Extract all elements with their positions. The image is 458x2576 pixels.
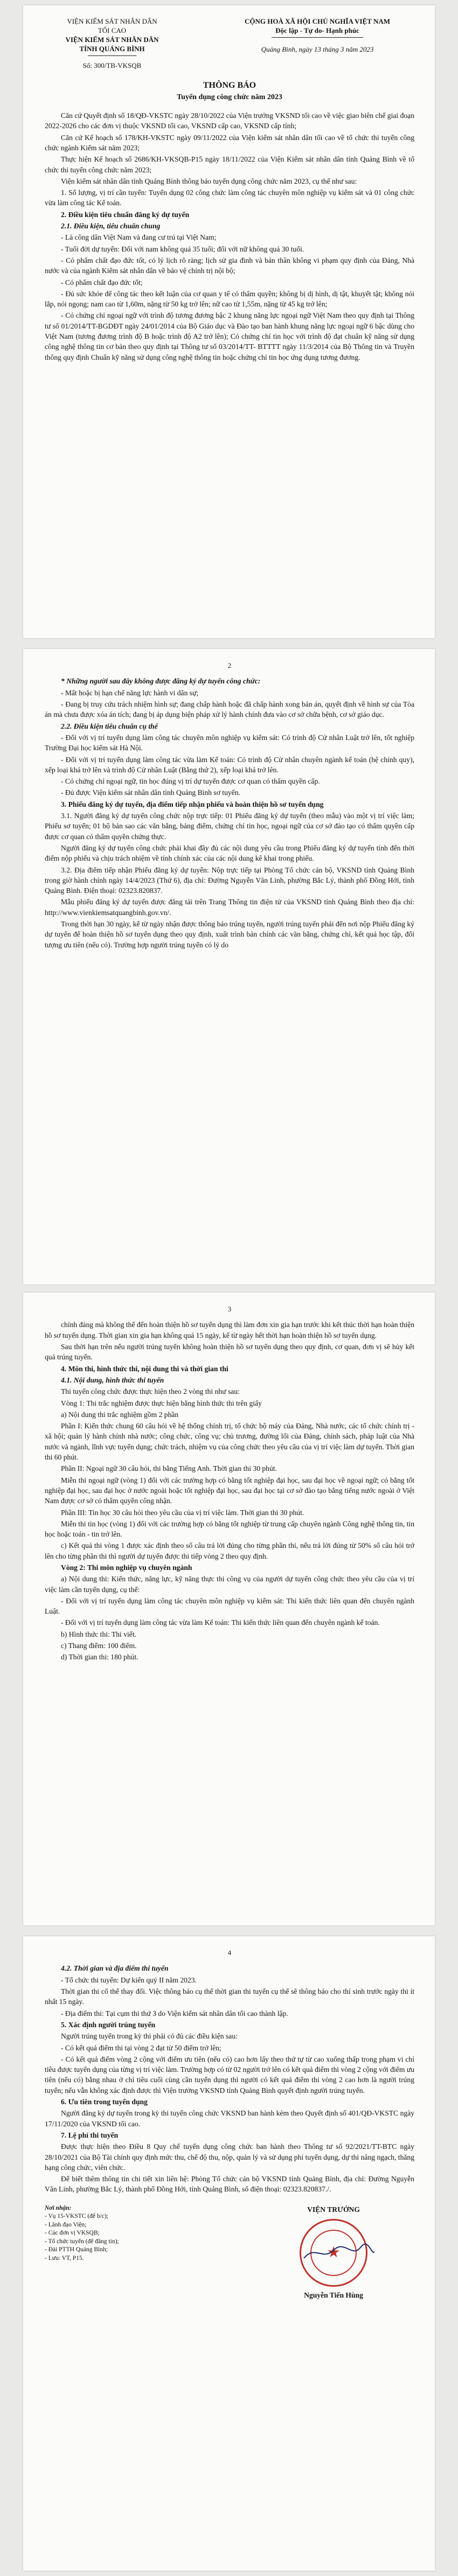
paragraph: chính đáng mà không thể đến hoàn thiện hồ sơ tuyển dụng thì làm đơn xin gia hạn trước khi kết thúc thời hạn hoàn thiện hồ sơ tuyển dụng. Thời gian xin gia hạn không quá 15 ngày, kể từ ngày hết thời hạn hoàn thiện hồ sơ tuyển dụng. (45, 1321, 414, 1339)
nation-block (220, 17, 414, 70)
paragraph: b) Hình thức thi: Thi viết. (61, 1630, 137, 1638)
paragraph: Miễn thi tin học (vòng 1) đối với các trường hợp có bằng tốt nghiệp từ trung cấp chuyên ngành Công nghệ thông tin, tin học hoặc toán - tin trở lên. (45, 1519, 414, 1539)
signer-position: VIỆN TRƯỞNG (307, 2205, 360, 2214)
paragraph: - Có kết quả điểm thi tại vòng 2 đạt từ 50 điểm trở lên; (61, 2043, 221, 2052)
paragraph: c) Thang điểm: 100 điểm. (61, 1642, 137, 1650)
paragraph: - Đối với vị trí tuyển dụng làm công tác chuyên môn nghiệp vụ kiểm sát: Có trình độ Cử nhân Luật trở lên, tốt nghiệp Trường Đại học kiểm sát Hà Nội. (45, 733, 414, 752)
motto-line: Độc lập - Tự do- Hạnh phúc (275, 26, 359, 34)
signer-block (253, 2204, 414, 2301)
place-date: Quảng Bình, ngày 13 tháng 3 năm 2023 (261, 45, 374, 53)
recipient-item: - Các đơn vị VKSQB; (45, 2230, 100, 2237)
doc-subtitle: Tuyển dụng công chức năm 2023 (177, 93, 282, 102)
agency-parent-line-1: VIỆN KIỂM SÁT NHÂN DÂN (67, 17, 157, 25)
paragraph: - Có chứng chỉ ngoại ngữ, tin học đúng vị trí dự tuyển được cơ quan có thẩm quyền cấp. (61, 777, 320, 786)
paragraph: Phần III: Tin học 30 câu hỏi theo yêu cầu của vị trí việc làm. Thời gian thi 30 phút. (61, 1508, 304, 1517)
subsection-heading: 2.1. Điều kiện, tiêu chuẩn chung (61, 222, 161, 231)
paragraph: - Đủ được Viện kiểm sát nhân dân tỉnh Quảng Bình sơ tuyển. (61, 788, 240, 797)
seal-star-icon: ★ (310, 2230, 357, 2276)
paragraph: Phần II: Ngoại ngữ 30 câu hỏi, thi bằng Tiếng Anh. Thời gian thi 30 phút. (61, 1464, 277, 1473)
recipient-item: - Lưu: VT, P15. (45, 2254, 84, 2261)
paragraph: Mẫu phiếu đăng ký dự tuyển được đăng tải trên Trang Thông tin điện tử của VKSND tỉnh Quảng Bình theo địa chỉ: http://www.vienkiemsatquangbinh.gov.vn/. (45, 898, 414, 917)
paragraph: a) Nội dung thi trắc nghiệm gồm 2 phần (61, 1410, 179, 1419)
section-heading: 3. Phiếu đăng ký dự tuyển, địa điểm tiếp nhận phiếu và hoàn thiện hồ sơ tuyển dụng (61, 800, 324, 808)
paragraph: 1. Số lượng, vị trí cần tuyển: Tuyển dụng 02 công chức làm công tác chuyên môn nghiệp vụ kiểm sát và 01 công chức vừa làm công tác Kế toán. (45, 189, 414, 207)
document-page-2 (23, 649, 435, 1284)
recipient-item: - Vụ 15-VKSTC (để b/c); (45, 2213, 108, 2220)
doc-number: Số: 300/TB-VKSQB (82, 61, 142, 69)
nation-line: CỘNG HOÀ XÃ HỘI CHỦ NGHĨA VIỆT NAM (244, 17, 391, 25)
paragraph: Vòng 1: Thi trắc nghiệm được thực hiện bằng hình thức thi trên giấy (61, 1399, 262, 1407)
page-number: 2 (227, 661, 232, 669)
paragraph: - Là công dân Việt Nam và đang cư trú tại Việt Nam; (61, 233, 217, 242)
recipients-label: Nơi nhận: (45, 2204, 72, 2211)
doc-title: THÔNG BÁO (203, 81, 256, 90)
signer-name: Nguyễn Tiến Hùng (304, 2291, 363, 2299)
paragraph: c) Kết quả thi vòng 1 được xác định theo số câu trả lời đúng cho từng phần thi, nếu trả lời đúng từ 50% số câu hỏi trở lên cho từng phần thi thì người dự tuyển được thi tiếp vòng 2 theo quy định. (45, 1541, 414, 1560)
paragraph: Căn cứ Quyết định số 18/QĐ-VKSTC ngày 28/10/2022 của Viện trưởng VKSND tối cao về việc giao biên chế giai đoạn 2022-2026 cho các đơn vị thuộc VKSND tối cao, VKSND cấp cao, VKSND cấp tỉnh; (45, 111, 414, 130)
paragraph: Trong thời hạn 30 ngày, kể từ ngày nhận được thông báo trúng tuyển, người trúng tuyển phải đến nơi nộp Phiếu đăng ký dự tuyển để hoàn thiện hồ sơ tuyển dụng theo quy định, xuất trình bản chính các văn bằng, chứng chỉ, kết quả học tập, đối tượng ưu tiên (nếu có). Trường hợp người trúng tuyển có lý do (45, 919, 414, 949)
agency-line-1: VIỆN KIỂM SÁT NHÂN DÂN (65, 35, 159, 44)
motto-divider (272, 37, 363, 38)
paragraph: Thực hiện Kế hoạch số 2686/KH-VKSQB-P15 ngày 18/11/2022 của Viện Kiểm sát nhân dân tỉnh Quảng Bình về tổ chức thi tuyển công chức năm 2023; (45, 155, 414, 174)
paragraph: - Đối với vị trí tuyển dụng làm công tác vừa làm Kế toán: Có trình độ Cử nhân chuyên ngành kế toán (hệ chính quy), xếp loại khá trở lên và trình độ Cử nhân Luật (Bằng thứ 2), xếp loại khá trở lên. (45, 755, 414, 774)
section-heading: 4. Môn thi, hình thức thi, nội dung thi và thời gian thi (61, 1364, 228, 1373)
paragraph: Người trúng tuyển trong kỳ thi phải có đủ các điều kiện sau: (61, 2032, 238, 2041)
subsection-heading: 2.2. Điều kiện tiêu chuẩn cụ thể (61, 722, 158, 730)
subsection-heading: 4.1. Nội dung, hình thức thi tuyển (61, 1376, 164, 1384)
page-number: 4 (227, 1949, 232, 1957)
agency-parent-line-2: TỐI CAO (98, 26, 127, 34)
paragraph: 3.1. Người đăng ký dự tuyển công chức nộp trực tiếp: 01 Phiếu đăng ký dự tuyển (theo mẫu) vào một vị trí việc làm; Phiếu sơ tuyển; 01 bộ bản sao các văn bằng, bảng điểm, chứng chỉ tin học, ngoại ngữ của cơ sở đào tạo có thẩm quyền cấp được cơ quan có thẩm quyền chứng thực. (45, 812, 414, 841)
recipient-item: - Đài PTTH Quảng Bình; (45, 2246, 108, 2253)
recipients-block (45, 2204, 179, 2301)
paragraph: - Mất hoặc bị hạn chế năng lực hành vi dân sự; (61, 688, 199, 697)
agency-divider (88, 55, 136, 56)
paragraph: Thời gian thi cố thể thay đổi. Việc thông báo cụ thể thời gian thi tuyển cụ thể sẽ thông báo cho thí sinh trước ngày thi ít nhất 15 ngày. (45, 1987, 414, 2006)
signature-area (45, 2204, 414, 2301)
recipient-item: - Tổ chức tuyển (để đăng tin); (45, 2238, 119, 2245)
document-page-1 (23, 5, 435, 638)
paragraph: Căn cứ Kế hoạch số 178/KH-VKSTC ngày 09/11/2022 của Viện kiểm sát nhân dân tối cao về tổ chức thi tuyển công chức ngành Kiểm sát năm 2023; (45, 133, 414, 152)
paragraph: - Có phẩm chất đạo đức tốt, có lý lịch rõ ràng; lịch sử gia đình và bản thân không vi phạm quy định của Đảng, Nhà nước và của ngành Kiểm sát nhân dân về bảo vệ chính trị nội bộ; (45, 256, 414, 275)
document-header (45, 17, 414, 70)
paragraph: - Có chứng chỉ ngoại ngữ với trình độ tương đương bậc 2 khung năng lực ngoại ngữ Việt Nam theo quy định tại Thông tư số 01/2014/TT-BGDĐT ngày 24/01/2014 của Bộ Giáo dục và Đào tạo ban hành khung năng lực ngoại ngữ 6 bậc dùng cho Việt Nam (tương đương trình độ B hoặc trình độ A2 trở lên); Có chứng chỉ tin học với trình độ đạt chuẩn kỹ năng sử dụng công nghệ thông tin cơ bản theo quy định tại Thông tư số 03/2014/TT- BTTTT ngày 11/3/2014 của Bộ Thông tin và Truyền thông quy định Chuẩn kỹ năng sử dụng công nghệ thông tin hoặc chứng chỉ tin học ứng dụng tương đương. (45, 311, 414, 361)
paragraph: - Đang bị truy cứu trách nhiệm hình sự; đang chấp hành hoặc đã chấp hành xong bản án, quyết định về hình sự của Tòa án mà chưa được xóa án tích; đang bị áp dụng biện pháp xử lý hành chính đưa vào cơ sở chữa bệnh, cơ sở giáo dục. (45, 700, 414, 719)
paragraph: - Tuổi đời dự tuyển: Đối với nam không quá 35 tuổi; đối với nữ không quá 30 tuổi. (61, 245, 304, 253)
paragraph: Được thực hiện theo Điều 8 Quy chế tuyển dụng công chức ban hành theo Thông tư số 92/2021/TT-BTC ngày 28/10/2021 của Bộ Tài chính quy định mức thu, chế độ thu, nộp, quản lý và sử dụng phí tuyển dụng, dự thi nâng ngạch, thăng hạng công chức, viên chức. (45, 2142, 414, 2172)
paragraph: d) Thời gian thi: 180 phút. (61, 1653, 138, 1662)
recipient-item: - Lãnh đạo Viện; (45, 2221, 87, 2228)
paragraph: Vòng 2: Thi môn nghiệp vụ chuyên ngành (61, 1563, 192, 1572)
paragraph: - Có phẩm chất đạo đức tốt; (61, 278, 143, 287)
paragraph: Người đăng ký dự tuyển công chức phải khai đầy đủ các nội dung yêu cầu trong Phiếu đăng ký dự tuyển tính đến thời điểm nộp phiếu và chịu trách nhiệm về tính chính xác của các nội dung kê khai trong phiếu. (45, 843, 414, 863)
section-heading: 5. Xác định người trúng tuyển (61, 2020, 156, 2029)
paragraph: - Địa điểm thi: Tại cụm thi thứ 3 do Viện kiểm sát nhân dân tối cao thành lập. (61, 2009, 288, 2017)
paragraph: - Có kết quả điểm vòng 2 cộng với điểm ưu tiên (nếu có) cao hơn lấy theo thứ tự từ cao xuống thấp trong phạm vi chỉ tiêu được tuyển dụng của từng vị trí việc làm. Trường hợp có từ 02 người trở lên có kết quả điểm thi vòng 2 cộng với điểm ưu tiên (nếu có) bằng nhau ở chỉ tiêu cuối cùng cần tuyển dụng thì người có kết quả điểm thi vòng 2 cao hơn là người trúng tuyển; nếu vẫn không xác định được thì Viện trưởng VKSND tỉnh Quảng Bình quyết định người trúng tuyển. (45, 2055, 414, 2095)
paragraph: Viện kiểm sát nhân dân tỉnh Quảng Bình thông báo tuyển dụng công chức năm 2023, cụ thể như sau: (61, 177, 357, 185)
paragraph: Để biết thêm thông tin chi tiết xin liên hệ: Phòng Tổ chức cán bộ VKSND tỉnh Quảng Bình, địa chỉ: Đường Nguyễn Văn Linh, phường Bắc Lý, thành phố Đồng Hới, tỉnh Quảng Bình, số điện thoại: 02323.820837./. (45, 2175, 414, 2194)
handwritten-signature (301, 2242, 377, 2264)
paragraph: Thi tuyển công chức được thực hiện theo 2 vòng thi như sau: (61, 1387, 240, 1396)
document-page-4 (23, 1936, 435, 2571)
paragraph: * Những người sau đây không được đăng ký dự tuyển công chức: (61, 677, 261, 686)
document-page-3 (23, 1293, 435, 1925)
agency-line-2: TỈNH QUẢNG BÌNH (79, 44, 145, 53)
agency-block (45, 17, 179, 70)
paragraph: Miễn thi ngoại ngữ (vòng 1) đối với các trường hợp có bằng tốt nghiệp đại học, sau đại học về ngoại ngữ; có bằng tốt nghiệp đại học, sau đại học ở nước ngoài hoặc tốt nghiệp đại học, sau đại học tại cơ sở đào tạo bằng tiếng nước ngoài ở Việt Nam được cơ sở có thẩm quyền công nhận. (45, 1476, 414, 1505)
section-heading: 2. Điều kiện tiêu chuẩn đăng ký dự tuyển (61, 210, 190, 219)
paragraph: - Tổ chức thi tuyển: Dự kiến quý II năm 2023. (61, 1975, 197, 1984)
paragraph: 3.2. Địa điểm tiếp nhận Phiếu đăng ký dự tuyển: Nộp trực tiếp tại Phòng Tổ chức cán bộ, VKSND tỉnh Quảng Bình trong giờ hành chính ngày 14/4/2023 (Thứ 6), địa chỉ: Đường Nguyễn Văn Linh, phường Bắc Lý, thành phố Đồng Hới, tỉnh Quảng Bình. Điện thoại: 02323.820837. (45, 865, 414, 895)
section-heading: 7. Lệ phí thi tuyển (61, 2131, 119, 2139)
paragraph: Người đăng ký dự tuyển trong kỳ thi tuyển công chức VKSND ban hành kèm theo Quyết định số 401/QĐ-VKSTC ngày 17/11/2020 của VKSND tối cao. (45, 2109, 414, 2128)
subsection-heading: 4.2. Thời gian và địa điểm thi tuyển (61, 1964, 169, 1973)
paragraph: Phần I: Kiến thức chung 60 câu hỏi về hệ thống chính trị, tổ chức bộ máy của Đảng, Nhà nước, các tổ chức chính trị - xã hội; quản lý hành chính nhà nước; công chức, công vụ; chủ trương, đường lối của Đảng, chính sách, pháp luật của Nhà nước và ngành, lĩnh vực tuyển dụng; chức trách, nhiệm vụ của công chức theo yêu cầu của vị trí việc làm dự tuyển. Thời gian thi 60 phút. (45, 1422, 414, 1462)
paragraph: - Đủ sức khỏe để công tác theo kết luận của cơ quan y tế có thẩm quyền; không bị dị hình, dị tật, khuyết tật; không nói lắp, nói ngọng; nam cao từ 1,60m, nặng từ 50 kg trở lên; nữ cao từ 1,55m, nặng từ 45 kg trở lên; (45, 289, 414, 309)
paragraph: - Đối với vị trí tuyển dụng làm công tác vừa làm Kế toán: Thi kiến thức liên quan đến chuyên ngành kế toán. (61, 1618, 380, 1627)
paragraph: - Đối với vị trí tuyển dụng làm công tác chuyên môn nghiệp vụ kiểm sát: Thi kiến thức liên quan đến chuyên ngành Luật. (45, 1596, 414, 1616)
section-heading: 6. Ưu tiên trong tuyển dụng (61, 2098, 148, 2106)
paragraph: Sau thời hạn trên nếu người trúng tuyển không hoàn thiện hồ sơ tuyển dụng theo quy định, cơ quan, đơn vị sẽ hủy kết quả trúng tuyển. (45, 1343, 414, 1362)
page-number: 3 (227, 1305, 232, 1313)
paragraph: a) Nội dung thi: Kiến thức, năng lực, kỹ năng thực thi công vụ của người dự tuyển công chức theo yêu cầu của vị trí việc làm cần tuyển dụng, cụ thể: (45, 1575, 414, 1594)
